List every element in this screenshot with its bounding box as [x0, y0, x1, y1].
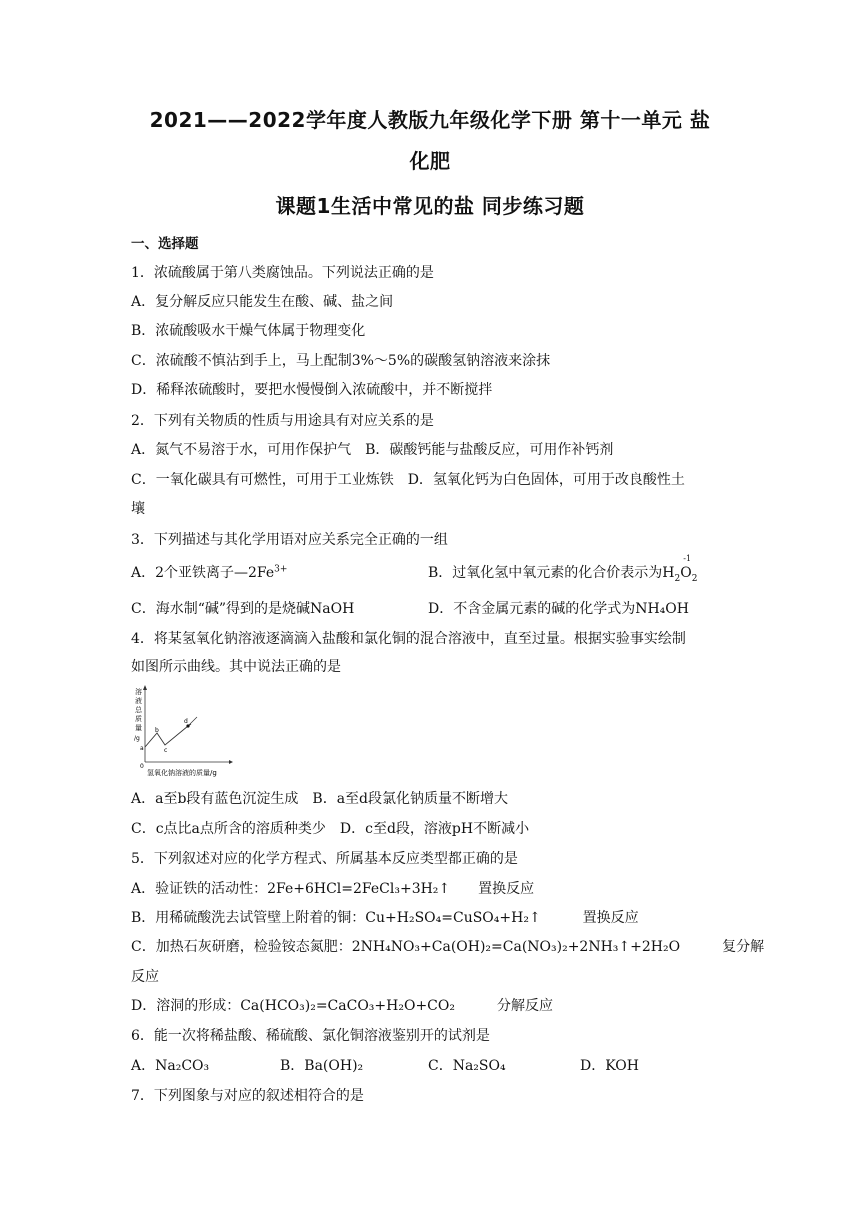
q1-option-c: C．浓硫酸不慎沾到手上，马上配制3%～5%的碳酸氢钠溶液来涂抹 [131, 353, 551, 369]
q3-option-c: C．海水制“碱”得到的是烧碱NaOH [131, 601, 355, 617]
graph-y-label-char: 溶 [135, 688, 142, 696]
q3-option-d: D．不含金属元素的碱的化学式为NH₄OH [428, 601, 689, 617]
graph-point-a-label: a [140, 745, 144, 752]
q3-option-a [131, 562, 287, 582]
q3-option-b [428, 554, 698, 584]
q6-option-c: C．Na₂SO₄ [428, 1058, 506, 1074]
q4-mass-graph [131, 684, 233, 778]
q1-stem: 1．浓硫酸属于第八类腐蚀品。下列说法正确的是 [131, 265, 434, 281]
graph-point-d-label: d [184, 718, 188, 725]
q3-formula-sub-1: 2 [674, 573, 681, 584]
graph-point-c-label: c [164, 747, 168, 754]
q3-stem: 3．下列描述与其化学用语对应关系完全正确的一组 [131, 532, 448, 548]
document-subtitle: 课题1生活中常见的盐 同步练习题 [275, 194, 585, 218]
q6-option-d: D．KOH [580, 1058, 639, 1074]
q2-option-d-wrap: 壤 [131, 501, 145, 517]
graph-y-label-char: 总 [135, 706, 142, 714]
q1-option-b: B．浓硫酸吸水干燥气体属于物理变化 [131, 323, 366, 339]
graph-y-label-char: 质 [135, 715, 142, 723]
graph-curve-extension [188, 717, 197, 726]
q3-option-a-text: A．2个亚铁离子—2Fe [131, 565, 275, 581]
q3-formula-o-symbol: O [680, 565, 692, 581]
q3-option-b-text: B．过氧化氢中氧元素的化合价表示为 [428, 565, 663, 581]
q1-option-d: D．稀释浓硫酸时，要把水慢慢倒入浓硫酸中，并不断搅拌 [131, 382, 493, 398]
q4-options-cd: C．c点比a点所含的溶质种类少 D．c至d段，溶液pH不断减小 [131, 821, 530, 837]
q3-option-a-charge: 3+ [274, 564, 288, 575]
q4-stem-1: 4．将某氢氧化钠溶液逐滴滴入盐酸和氯化铜的混合溶液中，直至过量。根据实验事实绘制 [131, 631, 686, 647]
q3-valence-mark: -1 [683, 554, 692, 563]
q4-stem-2: 如图所示曲线。其中说法正确的是 [131, 659, 341, 675]
graph-y-label-unit: /g [134, 735, 140, 742]
q3-formula-o [680, 554, 692, 581]
q5-option-b: B．用稀硫酸洗去试管壁上附着的铜：Cu+H₂SO₄=CuSO₄+H₂↑ 置换反应 [131, 910, 639, 926]
graph-point-b-label: b [155, 727, 159, 734]
graph-curve-a-to-d [145, 724, 191, 747]
q5-option-d: D．溶洞的形成：Ca(HCO₃)₂=CaCO₃+H₂O+CO₂ 分解反应 [131, 998, 553, 1014]
q2-options-ab: A．氮气不易溶于水，可用作保护气 B．碳酸钙能与盐酸反应，可用作补钙剂 [131, 442, 614, 458]
q5-stem: 5．下列叙述对应的化学方程式、所属基本反应类型都正确的是 [131, 851, 518, 867]
graph-origin-label: 0 [140, 763, 144, 770]
document-title-line-1: 2021——2022学年度人教版九年级化学下册 第十一单元 盐 [149, 108, 711, 132]
document-title-line-2: 化肥 [409, 149, 451, 173]
q6-stem: 6．能一次将稀盐酸、稀硫酸、氯化铜溶液鉴别开的试剂是 [131, 1028, 490, 1044]
q3-formula-sub-2: 2 [691, 573, 698, 584]
section-heading-choice: 一、选择题 [131, 236, 199, 252]
graph-x-arrow [229, 760, 233, 764]
graph-y-arrow [143, 685, 147, 690]
q2-stem: 2．下列有关物质的性质与用途具有对应关系的是 [131, 413, 434, 429]
graph-y-label-char: 量 [135, 724, 142, 732]
q6-option-a: A．Na₂CO₃ [131, 1058, 210, 1074]
q2-options-cd: C．一氧化碳具有可燃性，可用于工业炼铁 D．氢氧化钙为白色固体，可用于改良酸性土 [131, 472, 685, 488]
q6-option-b: B．Ba(OH)₂ [280, 1058, 364, 1074]
q5-option-c: C．加热石灰研磨，检验铵态氮肥：2NH₄NO₃+Ca(OH)₂=Ca(NO₃)₂+2NH₃↑+2H₂O 复分解 [131, 939, 765, 955]
q5-option-a: A．验证铁的活动性：2Fe+6HCl=2FeCl₃+3H₂↑ 置换反应 [131, 881, 535, 897]
graph-y-label-char: 液 [135, 697, 142, 705]
q1-option-a: A．复分解反应只能发生在酸、碱、盐之间 [131, 294, 394, 310]
q7-stem: 7．下列图象与对应的叙述相符合的是 [131, 1088, 364, 1104]
q4-options-ab: A．a至b段有蓝色沉淀生成 B．a至d段氯化钠质量不断增大 [131, 791, 509, 807]
graph-x-label: 氢氧化钠溶液的质量/g [147, 769, 217, 777]
q5-option-c-wrap: 反应 [131, 969, 159, 985]
q3-formula-h: H [662, 565, 675, 581]
